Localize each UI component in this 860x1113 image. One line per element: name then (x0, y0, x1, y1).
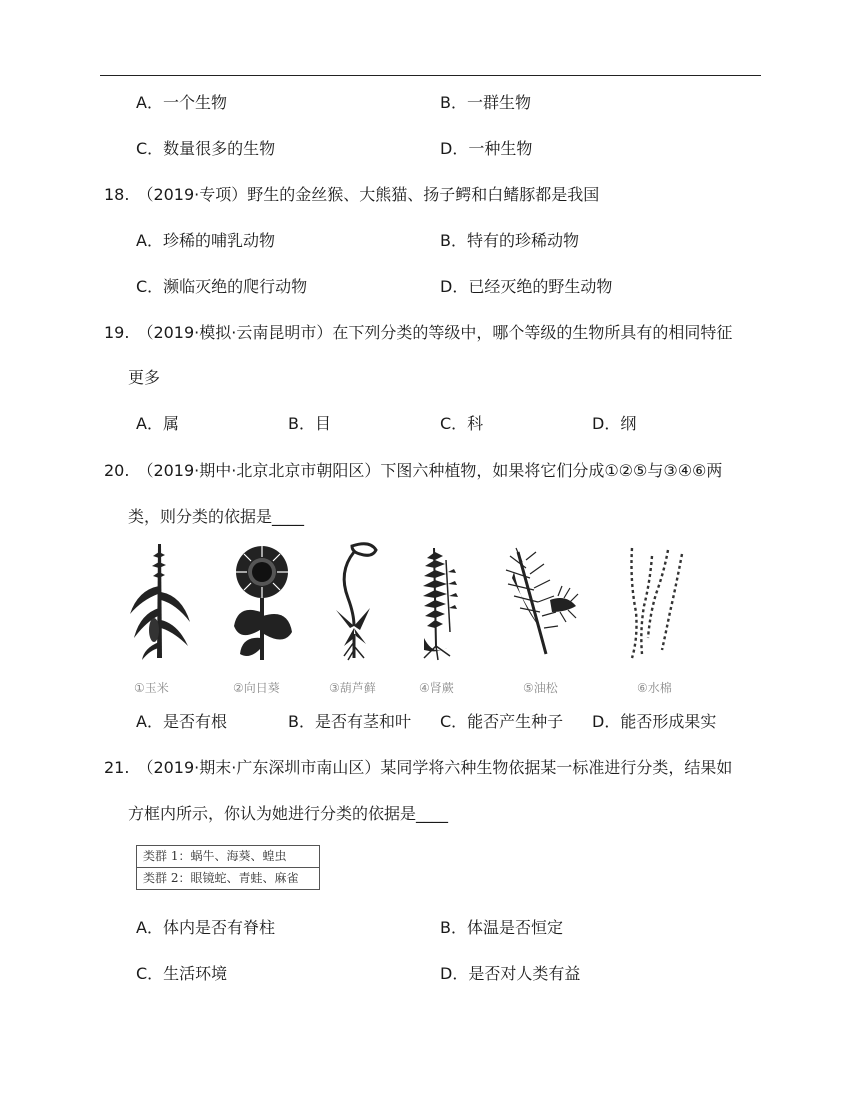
q19-stem-line2: 更多 (128, 368, 161, 387)
pine-plant-image (500, 542, 582, 662)
q19-stem-line1: 19. （2019·模拟·云南昆明市）在下列分类的等级中，哪个等级的生物所具有的相同特征 (104, 323, 733, 342)
corn-plant-image (128, 542, 194, 662)
fern-plant-image (410, 542, 466, 662)
q18-stem: 18. （2019·专项）野生的金丝猴、大熊猫、扬子鳄和白鳍豚都是我国 (104, 185, 600, 204)
moss-plant-image (330, 542, 384, 662)
q19-option-c: C．科 (440, 414, 484, 433)
plant-caption-3: ③葫芦藓 (329, 681, 376, 695)
classification-table (136, 845, 320, 890)
q17-option-b: B．一群生物 (440, 93, 531, 112)
q20-option-d: D．能否形成果实 (592, 712, 717, 731)
q18-option-a: A．珍稀的哺乳动物 (136, 231, 275, 250)
q20-option-b: B．是否有茎和叶 (288, 712, 411, 731)
plant-caption-1: ①玉米 (134, 681, 169, 695)
plant-caption-5: ⑤油松 (523, 681, 558, 695)
group-2-row: 类群 2：眼镜蛇、青蛙、麻雀 (137, 867, 319, 889)
q21-option-a: A．体内是否有脊柱 (136, 918, 275, 937)
spirogyra-plant-image (624, 542, 690, 662)
q17-option-a: A．一个生物 (136, 93, 227, 112)
q19-option-a: A．属 (136, 414, 179, 433)
q18-option-c: C．濒临灭绝的爬行动物 (136, 277, 308, 296)
q21-option-d: D．是否对人类有益 (440, 964, 581, 983)
sunflower-plant-image (232, 542, 294, 662)
q17-option-d: D．一种生物 (440, 139, 533, 158)
q19-option-d: D．纲 (592, 414, 637, 433)
plant-caption-2: ②向日葵 (233, 681, 280, 695)
group-1-row: 类群 1：蜗牛、海葵、蝗虫 (143, 849, 287, 863)
q18-option-b: B．特有的珍稀动物 (440, 231, 579, 250)
q18-option-d: D．已经灭绝的野生动物 (440, 277, 613, 296)
header-rule (100, 75, 761, 76)
q20-option-a: A．是否有根 (136, 712, 227, 731)
q21-option-c: C．生活环境 (136, 964, 228, 983)
q17-option-c: C．数量很多的生物 (136, 139, 276, 158)
q21-option-b: B．体温是否恒定 (440, 918, 563, 937)
plant-caption-4: ④肾蕨 (419, 681, 454, 695)
q20-stem-line1: 20. （2019·期中·北京北京市朝阳区）下图六种植物，如果将它们分成①②⑤与③④⑥两 (104, 461, 723, 480)
q21-stem-line1: 21. （2019·期末·广东深圳市南山区）某同学将六种生物依据某一标准进行分类，结果如 (104, 758, 733, 777)
q20-stem-line2: 类，则分类的依据是____ (128, 507, 305, 526)
q19-option-b: B．目 (288, 414, 331, 433)
q20-option-c: C．能否产生种子 (440, 712, 564, 731)
plant-caption-6: ⑥水棉 (637, 681, 672, 695)
q21-stem-line2: 方框内所示，你认为她进行分类的依据是____ (128, 804, 449, 823)
